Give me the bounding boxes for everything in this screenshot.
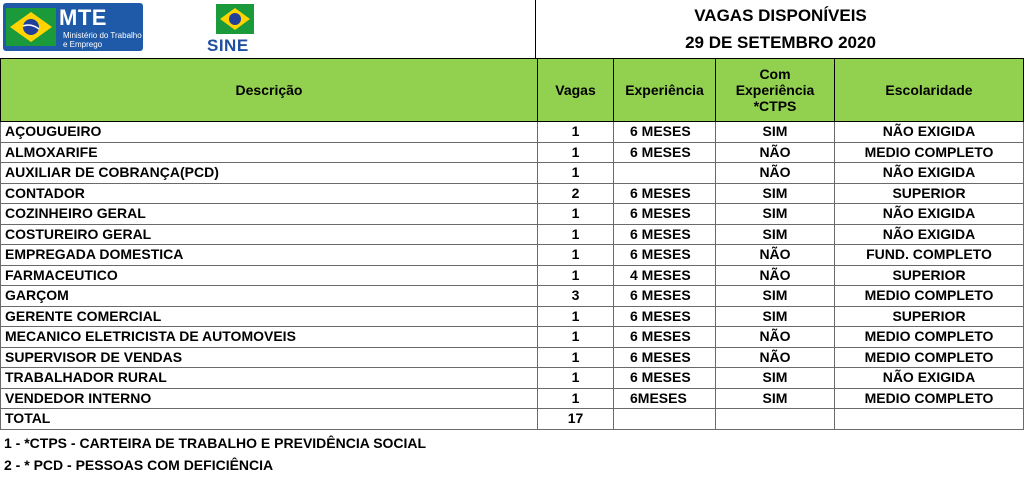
cell-ctps: SIM [716, 306, 835, 327]
cell-ctps: NÃO [716, 142, 835, 163]
table-row [1, 142, 1024, 163]
table-row [1, 224, 1024, 245]
total-value: 17 [538, 409, 614, 430]
cell-ctps: SIM [716, 183, 835, 204]
table-row [1, 388, 1024, 409]
mte-logo-text: MTE [59, 5, 107, 30]
cell-descricao: COZINHEIRO GERAL [1, 204, 538, 225]
total-empty-cell [835, 409, 1024, 430]
cell-vagas: 3 [538, 286, 614, 307]
cell-experiencia: 6 MESES [614, 122, 716, 143]
cell-descricao: VENDEDOR INTERNO [1, 388, 538, 409]
cell-descricao: AUXILIAR DE COBRANÇA(PCD) [1, 163, 538, 184]
cell-vagas: 1 [538, 265, 614, 286]
cell-vagas: 2 [538, 183, 614, 204]
table-row [1, 347, 1024, 368]
cell-vagas: 1 [538, 347, 614, 368]
cell-experiencia: 6 MESES [614, 347, 716, 368]
table-row [1, 368, 1024, 389]
cell-vagas: 1 [538, 122, 614, 143]
cell-escolaridade: MEDIO COMPLETO [835, 388, 1024, 409]
cell-descricao: AÇOUGUEIRO [1, 122, 538, 143]
cell-experiencia: 6 MESES [614, 286, 716, 307]
cell-ctps: SIM [716, 388, 835, 409]
cell-escolaridade: NÃO EXIGIDA [835, 224, 1024, 245]
cell-ctps: SIM [716, 224, 835, 245]
cell-vagas: 1 [538, 142, 614, 163]
cell-experiencia: 6 MESES [614, 327, 716, 348]
cell-experiencia: 6 MESES [614, 368, 716, 389]
logos-area [0, 0, 535, 58]
table-row [1, 245, 1024, 266]
sine-logo-text: SINE [207, 36, 249, 55]
cell-vagas: 1 [538, 204, 614, 225]
mte-logo-subtitle: Ministério do Trabalho e Emprego [63, 31, 142, 49]
cell-vagas: 1 [538, 327, 614, 348]
footnotes [4, 432, 426, 476]
cell-experiencia: 6 MESES [614, 183, 716, 204]
total-empty-cell [614, 409, 716, 430]
cell-vagas: 1 [538, 388, 614, 409]
cell-descricao: CONTADOR [1, 183, 538, 204]
table-row [1, 163, 1024, 184]
vacancies-table [0, 58, 1024, 430]
table-row [1, 204, 1024, 225]
cell-descricao: COSTUREIRO GERAL [1, 224, 538, 245]
cell-vagas: 1 [538, 306, 614, 327]
column-header-ctps [716, 59, 835, 122]
cell-escolaridade: MEDIO COMPLETO [835, 347, 1024, 368]
cell-escolaridade: NÃO EXIGIDA [835, 163, 1024, 184]
cell-experiencia: 4 MESES [614, 265, 716, 286]
cell-ctps: NÃO [716, 245, 835, 266]
cell-vagas: 1 [538, 163, 614, 184]
cell-experiencia: 6 MESES [614, 204, 716, 225]
table-header-row [1, 59, 1024, 122]
table-row [1, 306, 1024, 327]
table-body [1, 122, 1024, 430]
total-label: TOTAL [1, 409, 538, 430]
cell-experiencia: 6 MESES [614, 142, 716, 163]
table-row [1, 286, 1024, 307]
cell-escolaridade: MEDIO COMPLETO [835, 286, 1024, 307]
table-row [1, 183, 1024, 204]
cell-escolaridade: NÃO EXIGIDA [835, 368, 1024, 389]
cell-descricao: TRABALHADOR RURAL [1, 368, 538, 389]
cell-descricao: EMPREGADA DOMESTICA [1, 245, 538, 266]
cell-descricao: GERENTE COMERCIAL [1, 306, 538, 327]
cell-escolaridade: SUPERIOR [835, 306, 1024, 327]
total-empty-cell [716, 409, 835, 430]
table-total-row [1, 409, 1024, 430]
cell-escolaridade: MEDIO COMPLETO [835, 327, 1024, 348]
cell-descricao: GARÇOM [1, 286, 538, 307]
cell-ctps: NÃO [716, 265, 835, 286]
cell-descricao: ALMOXARIFE [1, 142, 538, 163]
cell-vagas: 1 [538, 224, 614, 245]
cell-escolaridade: NÃO EXIGIDA [835, 122, 1024, 143]
cell-ctps: SIM [716, 368, 835, 389]
table-row [1, 122, 1024, 143]
cell-experiencia: 6MESES [614, 388, 716, 409]
cell-experiencia: 6 MESES [614, 306, 716, 327]
cell-experiencia: 6 MESES [614, 245, 716, 266]
cell-escolaridade: SUPERIOR [835, 265, 1024, 286]
cell-ctps: NÃO [716, 163, 835, 184]
cell-escolaridade: MEDIO COMPLETO [835, 142, 1024, 163]
cell-escolaridade: FUND. COMPLETO [835, 245, 1024, 266]
cell-escolaridade: NÃO EXIGIDA [835, 204, 1024, 225]
table-row [1, 265, 1024, 286]
column-header-ctps-label: Com Experiência *CTPS [735, 66, 815, 114]
page-date: 29 DE SETEMBRO 2020 [685, 33, 876, 52]
cell-ctps: NÃO [716, 347, 835, 368]
column-header-vagas: Vagas [538, 59, 614, 122]
cell-ctps: SIM [716, 286, 835, 307]
column-header-escolaridade: Escolaridade [835, 59, 1024, 122]
cell-descricao: FARMACEUTICO [1, 265, 538, 286]
cell-vagas: 1 [538, 245, 614, 266]
cell-escolaridade: SUPERIOR [835, 183, 1024, 204]
brazil-flag-icon [6, 8, 56, 46]
cell-experiencia [614, 163, 716, 184]
page-header [0, 0, 1024, 58]
column-header-experiencia: Experiência [614, 59, 716, 122]
footnote-ctps: 1 - *CTPS - CARTEIRA DE TRABALHO E PREVIDÊNCIA SOCIAL [4, 435, 427, 451]
cell-descricao: MECANICO ELETRICISTA DE AUTOMOVEIS [1, 327, 538, 348]
page-title: VAGAS DISPONÍVEIS [694, 6, 867, 25]
cell-vagas: 1 [538, 368, 614, 389]
column-header-descricao: Descrição [1, 59, 538, 122]
mte-logo [3, 3, 143, 51]
cell-ctps: SIM [716, 204, 835, 225]
table-row [1, 327, 1024, 348]
cell-descricao: SUPERVISOR DE VENDAS [1, 347, 538, 368]
cell-ctps: SIM [716, 122, 835, 143]
cell-experiencia: 6 MESES [614, 224, 716, 245]
title-box [535, 0, 1024, 58]
footnote-pcd: 2 - * PCD - PESSOAS COM DEFICIÊNCIA [4, 457, 274, 473]
cell-ctps: NÃO [716, 327, 835, 348]
